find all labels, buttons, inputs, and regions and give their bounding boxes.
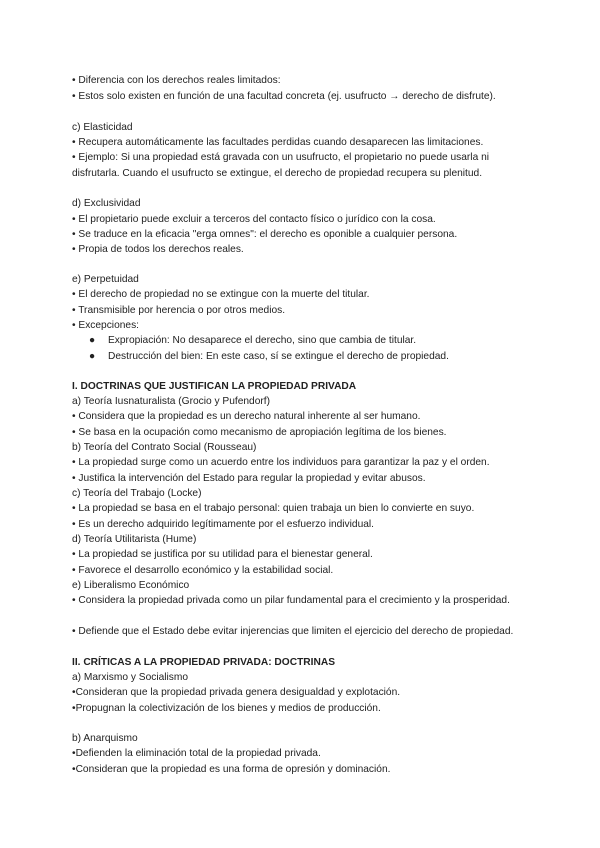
doctrina-e-line-2: • Defiende que el Estado debe evitar injerencias que limiten el ejercicio del derecho de propiedad. <box>72 626 514 637</box>
section-c-line-1: • Recupera automáticamente las facultades perdidas cuando desaparecen las limitaciones. <box>72 137 484 148</box>
critica-b-line-1: •Defienden la eliminación total de la propiedad privada. <box>72 748 321 759</box>
bullet-icon: ● <box>89 335 96 346</box>
intro-line-2: • Estos solo existen en función de una facultad concreta (ej. usufructo → derecho de disfrute). <box>72 91 496 102</box>
section-c-line-2: • Ejemplo: Si una propiedad está gravada con un usufructo, el propietario no puede usarla ni <box>72 152 489 163</box>
critica-a-line-1: •Consideran que la propiedad privada genera desigualdad y explotación. <box>72 687 401 698</box>
section-d-line-3: • Propia de todos los derechos reales. <box>72 244 244 255</box>
section-c-heading: c) Elasticidad <box>72 122 133 133</box>
doctrina-b-line-1: • La propiedad surge como un acuerdo entre los individuos para garantizar la paz y el orden. <box>72 457 490 468</box>
doctrina-b-title: b) Teoría del Contrato Social (Rousseau) <box>72 442 257 453</box>
doctrina-c-line-1: • La propiedad se basa en el trabajo personal: quien trabaja un bien lo convierte en suyo. <box>72 503 475 514</box>
section-c-line-3: disfrutarla. Cuando el usufructo se extingue, el derecho de propiedad recupera su plenitud. <box>72 168 483 179</box>
critica-b-line-2: •Consideran que la propiedad es una forma de opresión y dominación. <box>72 764 391 775</box>
doctrina-e-line-1: • Considera la propiedad privada como un pilar fundamental para el crecimiento y la prosperidad. <box>72 595 510 606</box>
doctrina-b-line-2: • Justifica la intervención del Estado para regular la propiedad y evitar abusos. <box>72 473 426 484</box>
section-d-heading: d) Exclusividad <box>72 198 141 209</box>
doctrinas-heading: I. DOCTRINAS QUE JUSTIFICAN LA PROPIEDAD PRIVADA <box>72 381 357 392</box>
doctrina-e-title: e) Liberalismo Económico <box>72 580 190 591</box>
section-e-heading: e) Perpetuidad <box>72 274 139 285</box>
doctrina-c-line-2: • Es un derecho adquirido legítimamente por el esfuerzo individual. <box>72 519 375 530</box>
section-e-line-3: • Excepciones: <box>72 320 139 331</box>
doctrina-c-title: c) Teoría del Trabajo (Locke) <box>72 488 202 499</box>
section-d-line-1: • El propietario puede excluir a terceros del contacto físico o jurídico con la cosa. <box>72 214 436 225</box>
bullet-icon: ● <box>89 351 96 362</box>
section-e-line-2: • Transmisible por herencia o por otros medios. <box>72 305 286 316</box>
critica-a-line-2: •Propugnan la colectivización de los bienes y medios de producción. <box>72 703 381 714</box>
doctrina-d-title: d) Teoría Utilitarista (Hume) <box>72 534 197 545</box>
doctrina-a-line-1: • Considera que la propiedad es un derecho natural inherente al ser humano. <box>72 411 421 422</box>
doctrina-d-line-2: • Favorece el desarrollo económico y la estabilidad social. <box>72 565 334 576</box>
intro-line-1: • Diferencia con los derechos reales limitados: <box>72 75 281 86</box>
section-e-line-1: • El derecho de propiedad no se extingue con la muerte del titular. <box>72 289 370 300</box>
doctrina-a-line-2: • Se basa en la ocupación como mecanismo de apropiación legítima de los bienes. <box>72 427 447 438</box>
criticas-heading: II. CRÍTICAS A LA PROPIEDAD PRIVADA: DOCTRINAS <box>72 657 335 668</box>
exception-item-1: Expropiación: No desaparece el derecho, sino que cambia de titular. <box>108 335 417 346</box>
exception-item-2: Destrucción del bien: En este caso, sí se extingue el derecho de propiedad. <box>108 351 449 362</box>
doctrina-d-line-1: • La propiedad se justifica por su utilidad para el bienestar general. <box>72 549 373 560</box>
section-d-line-2: • Se traduce en la eficacia "erga omnes": el derecho es oponible a cualquier persona. <box>72 229 458 240</box>
doctrina-a-title: a) Teoría Iusnaturalista (Grocio y Pufendorf) <box>72 396 270 407</box>
critica-a-title: a) Marxismo y Socialismo <box>72 672 189 683</box>
critica-b-title: b) Anarquismo <box>72 733 138 744</box>
